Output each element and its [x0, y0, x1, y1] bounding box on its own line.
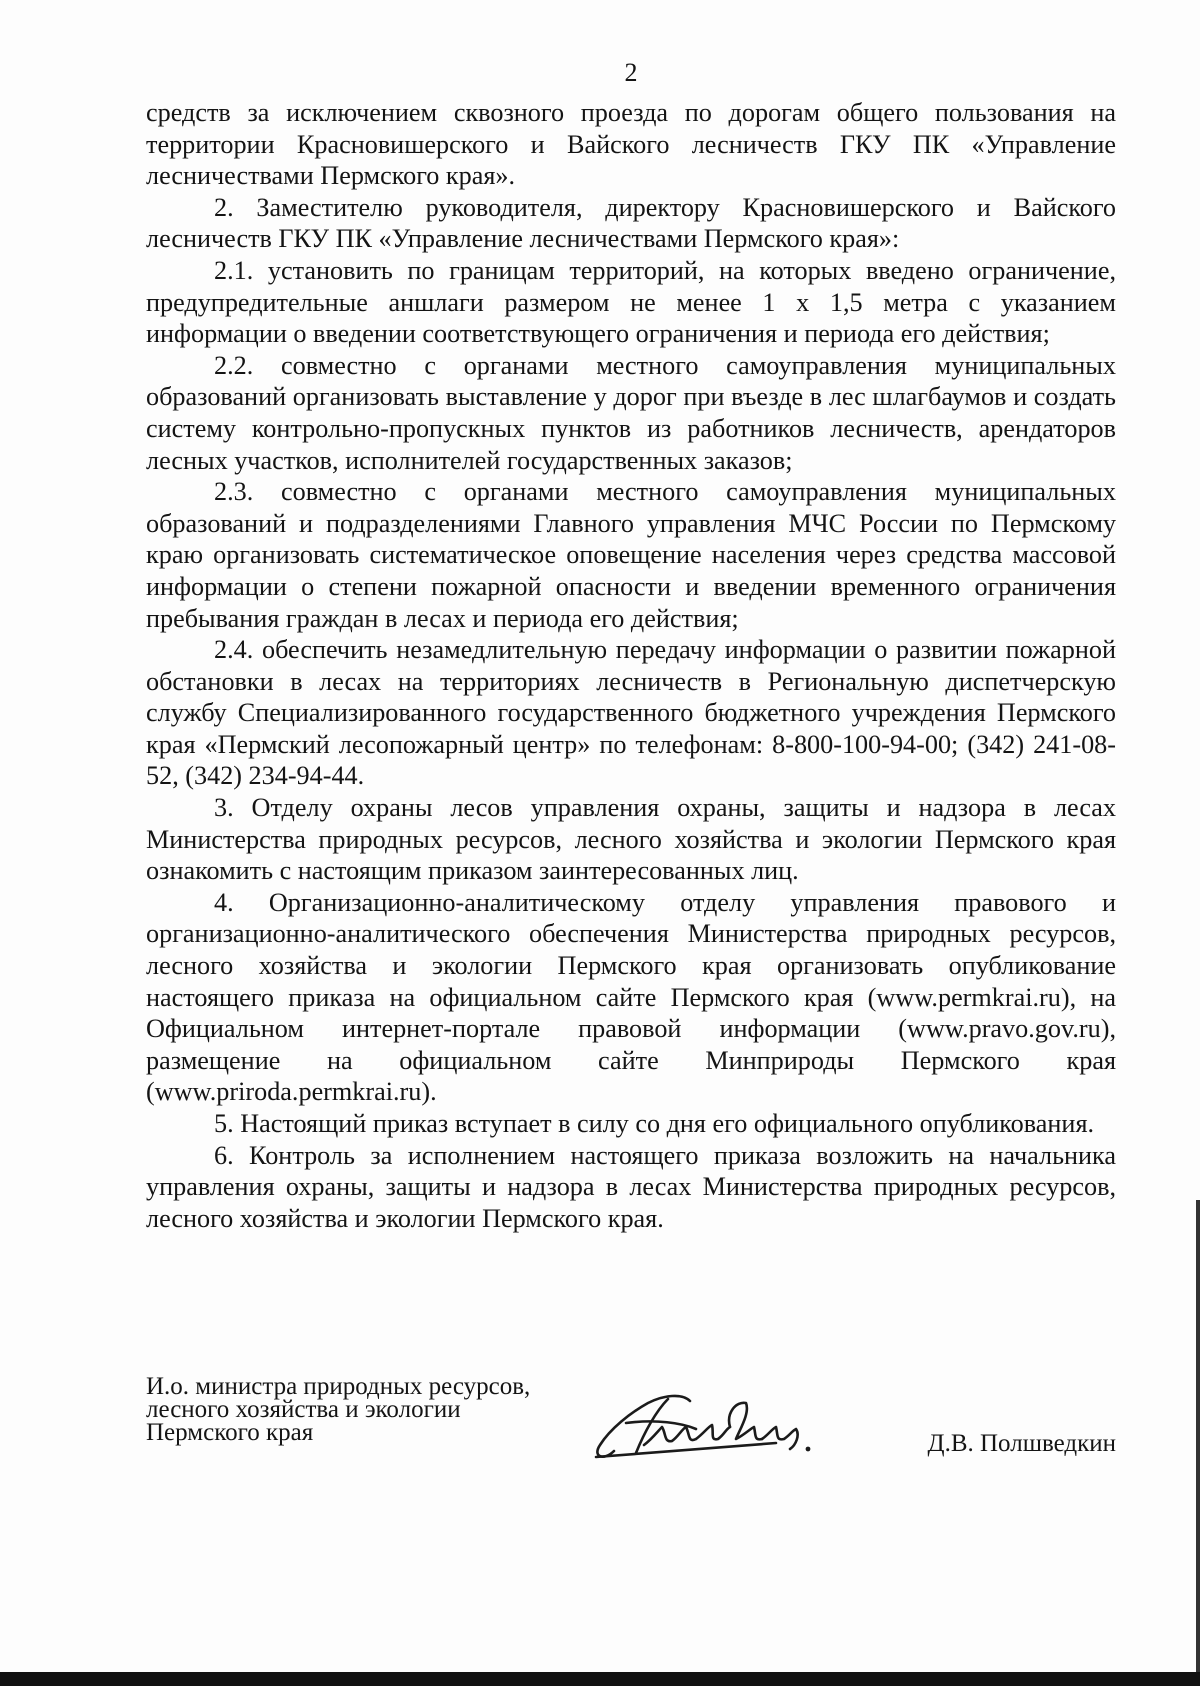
scan-edge-right [1196, 1200, 1200, 1686]
paragraph-item-2-1: 2.1. установить по границам территорий, на которых введено ограничение, предупредительные аншлаги размером не менее 1 х 1,5 метра с указанием информации о введении соответствующего ограничения и периода его действия; [146, 255, 1116, 349]
scan-edge-bottom [0, 1672, 1200, 1686]
paragraph-item-4: 4. Организационно-аналитическому отделу управления правового и организационно-аналитического обеспечения Министерства природных ресурсов, лесного хозяйства и экологии Пермского края организовать опубликование настоящего приказа на официальном сайте Пермского края (www.permkrai.ru), на Официальном интернет-портале правовой информации (www.pravo.gov.ru), размещение на официальном сайте Минприроды Пермского края (www.priroda.permkrai.ru). [146, 887, 1116, 1107]
paragraph-item-3: 3. Отделу охраны лесов управления охраны, защиты и надзора в лесах Министерства природных ресурсов, лесного хозяйства и экологии Пермского края ознакомить с настоящим приказом заинтересованных лиц. [146, 793, 1116, 886]
paragraph-continuation: средств за исключением сквозного проезда по дорогам общего пользования на территории Красновишерского и Вайского лесничеств ГКУ ПК «Управление лесничествами Пермского края». [146, 98, 1116, 191]
paragraph-item-2-4: 2.4. обеспечить незамедлительную передачу информации о развитии пожарной обстановки в лесах на территориях лесничеств в Региональную диспетчерскую службу Специализированного государственного бюджетного учреждения Пермского края «Пермский лесопожарный центр» по телефонам: 8-800-100-94-00; (342) 241-08-52, (342) 234-94-44. [146, 635, 1116, 791]
signatory-title: И.о. министра природных ресурсов, лесного хозяйства и экологии Пермского края [146, 1373, 531, 1446]
signatory-name: Д.В. Полшведкин [927, 1430, 1116, 1457]
handwritten-signature [586, 1383, 816, 1473]
paragraph-item-2: 2. Заместителю руководителя, директору Красновишерского и Вайского лесничеств ГКУ ПК «Управление лесничествами Пермского края»: [146, 192, 1116, 254]
page-number: 2 [624, 58, 638, 87]
paragraph-item-2-2: 2.2. совместно с органами местного самоуправления муниципальных образований организовать выставление у дорог при въезде в лес шлагбаумов и создать систему контрольно-пропускных пунктов из работников лесничеств, арендаторов лесных участков, исполнителей государственных заказов; [146, 350, 1116, 475]
signature-block [146, 1375, 1116, 1485]
paragraph-item-2-3: 2.3. совместно с органами местного самоуправления муниципальных образований и подразделениями Главного управления МЧС России по Пермскому краю организовать систематическое оповещение населения через средства массовой информации о степени пожарной опасности и введении временного ограничения пребывания граждан в лесах и периода его действия; [146, 477, 1116, 633]
document-body [146, 97, 1116, 1234]
paragraph-item-5: 5. Настоящий приказ вступает в силу со дня его официального опубликования. [214, 1109, 1095, 1138]
paragraph-item-6: 6. Контроль за исполнением настоящего приказа возложить на начальника управления охраны, защиты и надзора в лесах Министерства природных ресурсов, лесного хозяйства и экологии Пермского края. [146, 1140, 1116, 1233]
